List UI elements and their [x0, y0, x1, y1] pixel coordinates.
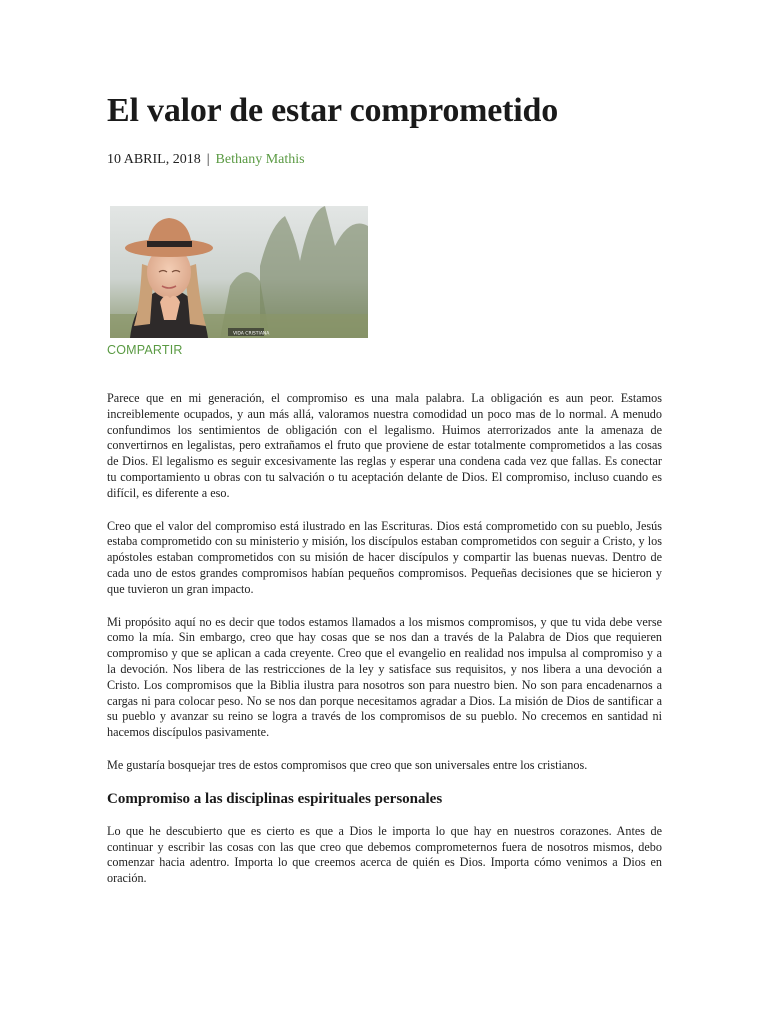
section-heading: Compromiso a las disciplinas espirituales personales — [107, 790, 443, 807]
image-caption: VIDA CRISTIANA — [233, 331, 270, 337]
woman-praying-photo — [110, 206, 368, 338]
section-paragraph: Lo que he descubierto que es cierto es que a Dios le importa lo que hay en nuestros corazones. Antes de continuar y escribir las cosas con las que creo que debemos comprometernos fuera de nosotros mismos, debo comenzar hacia adentro. Importa lo que creemos acerca de quién es Dios. Importa cómo venimos a Dios en oración. — [107, 823, 662, 886]
article-body — [107, 391, 662, 904]
meta-separator: | — [206, 152, 210, 167]
body-paragraph: Mi propósito aquí no es decir que todos estamos llamados a los mismos compromisos, y que tu vida debe verse como la mía. Sin embargo, creo que hay cosas que se nos dan a través de la Palabra de Dios que requieren compromiso y que se aplican a cada creyente. Creo que el evangelio en realidad nos impulsa al compromiso y a la devoción. Nos libera de las restricciones de la ley y satisface sus requisitos, y nos libera a una devoción a Cristo. Los compromisos que la Biblia ilustra para nosotros son para nuestro bien. No son para encadenarnos a cargas ni para colocar peso. No se nos dan porque necesitamos agradar a Dios. La misión de Dios de santificar a su pueblo y avanzar su reino se logra a través de los compromisos de su pueblo. No crecemos en santidad ni hacemos discípulos pasivamente. — [107, 614, 662, 740]
body-paragraph: Creo que el valor del compromiso está ilustrado en las Escrituras. Dios está comprometido con su pueblo, Jesús estaba comprometido con su ministerio y misión, los discípulos estaban comprometidos con seguir a Cristo, y los apóstoles estaban comprometidos con su misión de hacer discípulos y compartir las buenas nuevas. Dentro de cada uno de estos grandes compromisos habían pequeños compromisos. Pequeñas decisiones que se hicieron y que tuvieron un gran impacto. — [107, 518, 662, 596]
publish-date: 10 ABRIL, 2018 — [107, 152, 201, 167]
body-paragraph: Parece que en mi generación, el compromiso es una mala palabra. La obligación es aun peor. Estamos increiblemente ocupados, y aun más allá, valoramos nuestra comodidad un poco mas de lo normal. A menudo confundimos los sentimientos de obligación con el legalismo. Huimos aterrorizados ante la amenaza de convertirnos en legalistas, pero extrañamos el fruto que proviene de estar totalmente comprometidos a las cosas de Dios. El legalismo es seguir excesivamente las reglas y esperar una condena cada vez que fallas. Es conectar tu comportamiento u obras con tu salvación o tu aceptación delante de Dios. El compromiso, incluso cuando es difícil, es diferente a eso. — [107, 391, 662, 500]
page-title: El valor de estar comprometido — [107, 92, 559, 129]
author-link[interactable]: Bethany Mathis — [215, 152, 305, 167]
article-hero-image — [110, 206, 368, 338]
share-link[interactable]: COMPARTIR — [107, 343, 183, 357]
body-paragraph: Me gustaría bosquejar tres de estos compromisos que creo que son universales entre los cristianos. — [107, 757, 588, 772]
article-meta — [107, 152, 305, 168]
